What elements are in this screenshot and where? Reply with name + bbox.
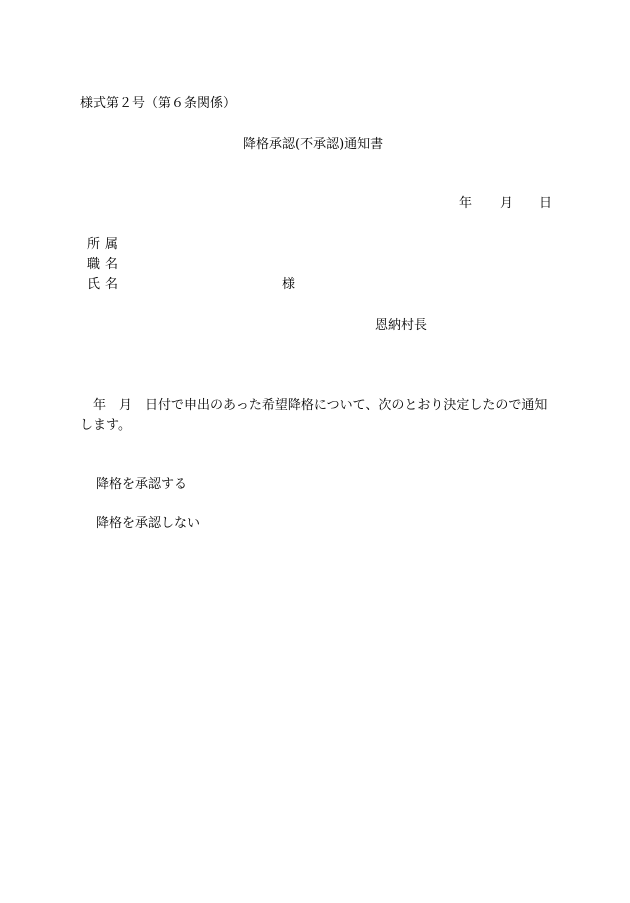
document-title: 降格承認(不承認)通知書 (243, 137, 384, 152)
date-day-label: 日 (539, 196, 553, 211)
issuer: 恩納村長 (375, 318, 428, 333)
form-number: 様式第２号（第６条関係） (80, 96, 237, 111)
position-label: 職名 (87, 257, 124, 272)
honorific: 様 (282, 277, 296, 292)
name-label: 氏名 (87, 277, 124, 292)
option-approve: 降格を承認する (96, 477, 188, 492)
option-reject: 降格を承認しない (96, 516, 201, 531)
date-month-label: 月 (500, 196, 514, 211)
date-year-label: 年 (459, 196, 473, 211)
affiliation-label: 所属 (87, 237, 124, 252)
body-text: 年 月 日付で申出のあった希望降格について、次のとおり決定したので通知します。 (80, 398, 548, 433)
